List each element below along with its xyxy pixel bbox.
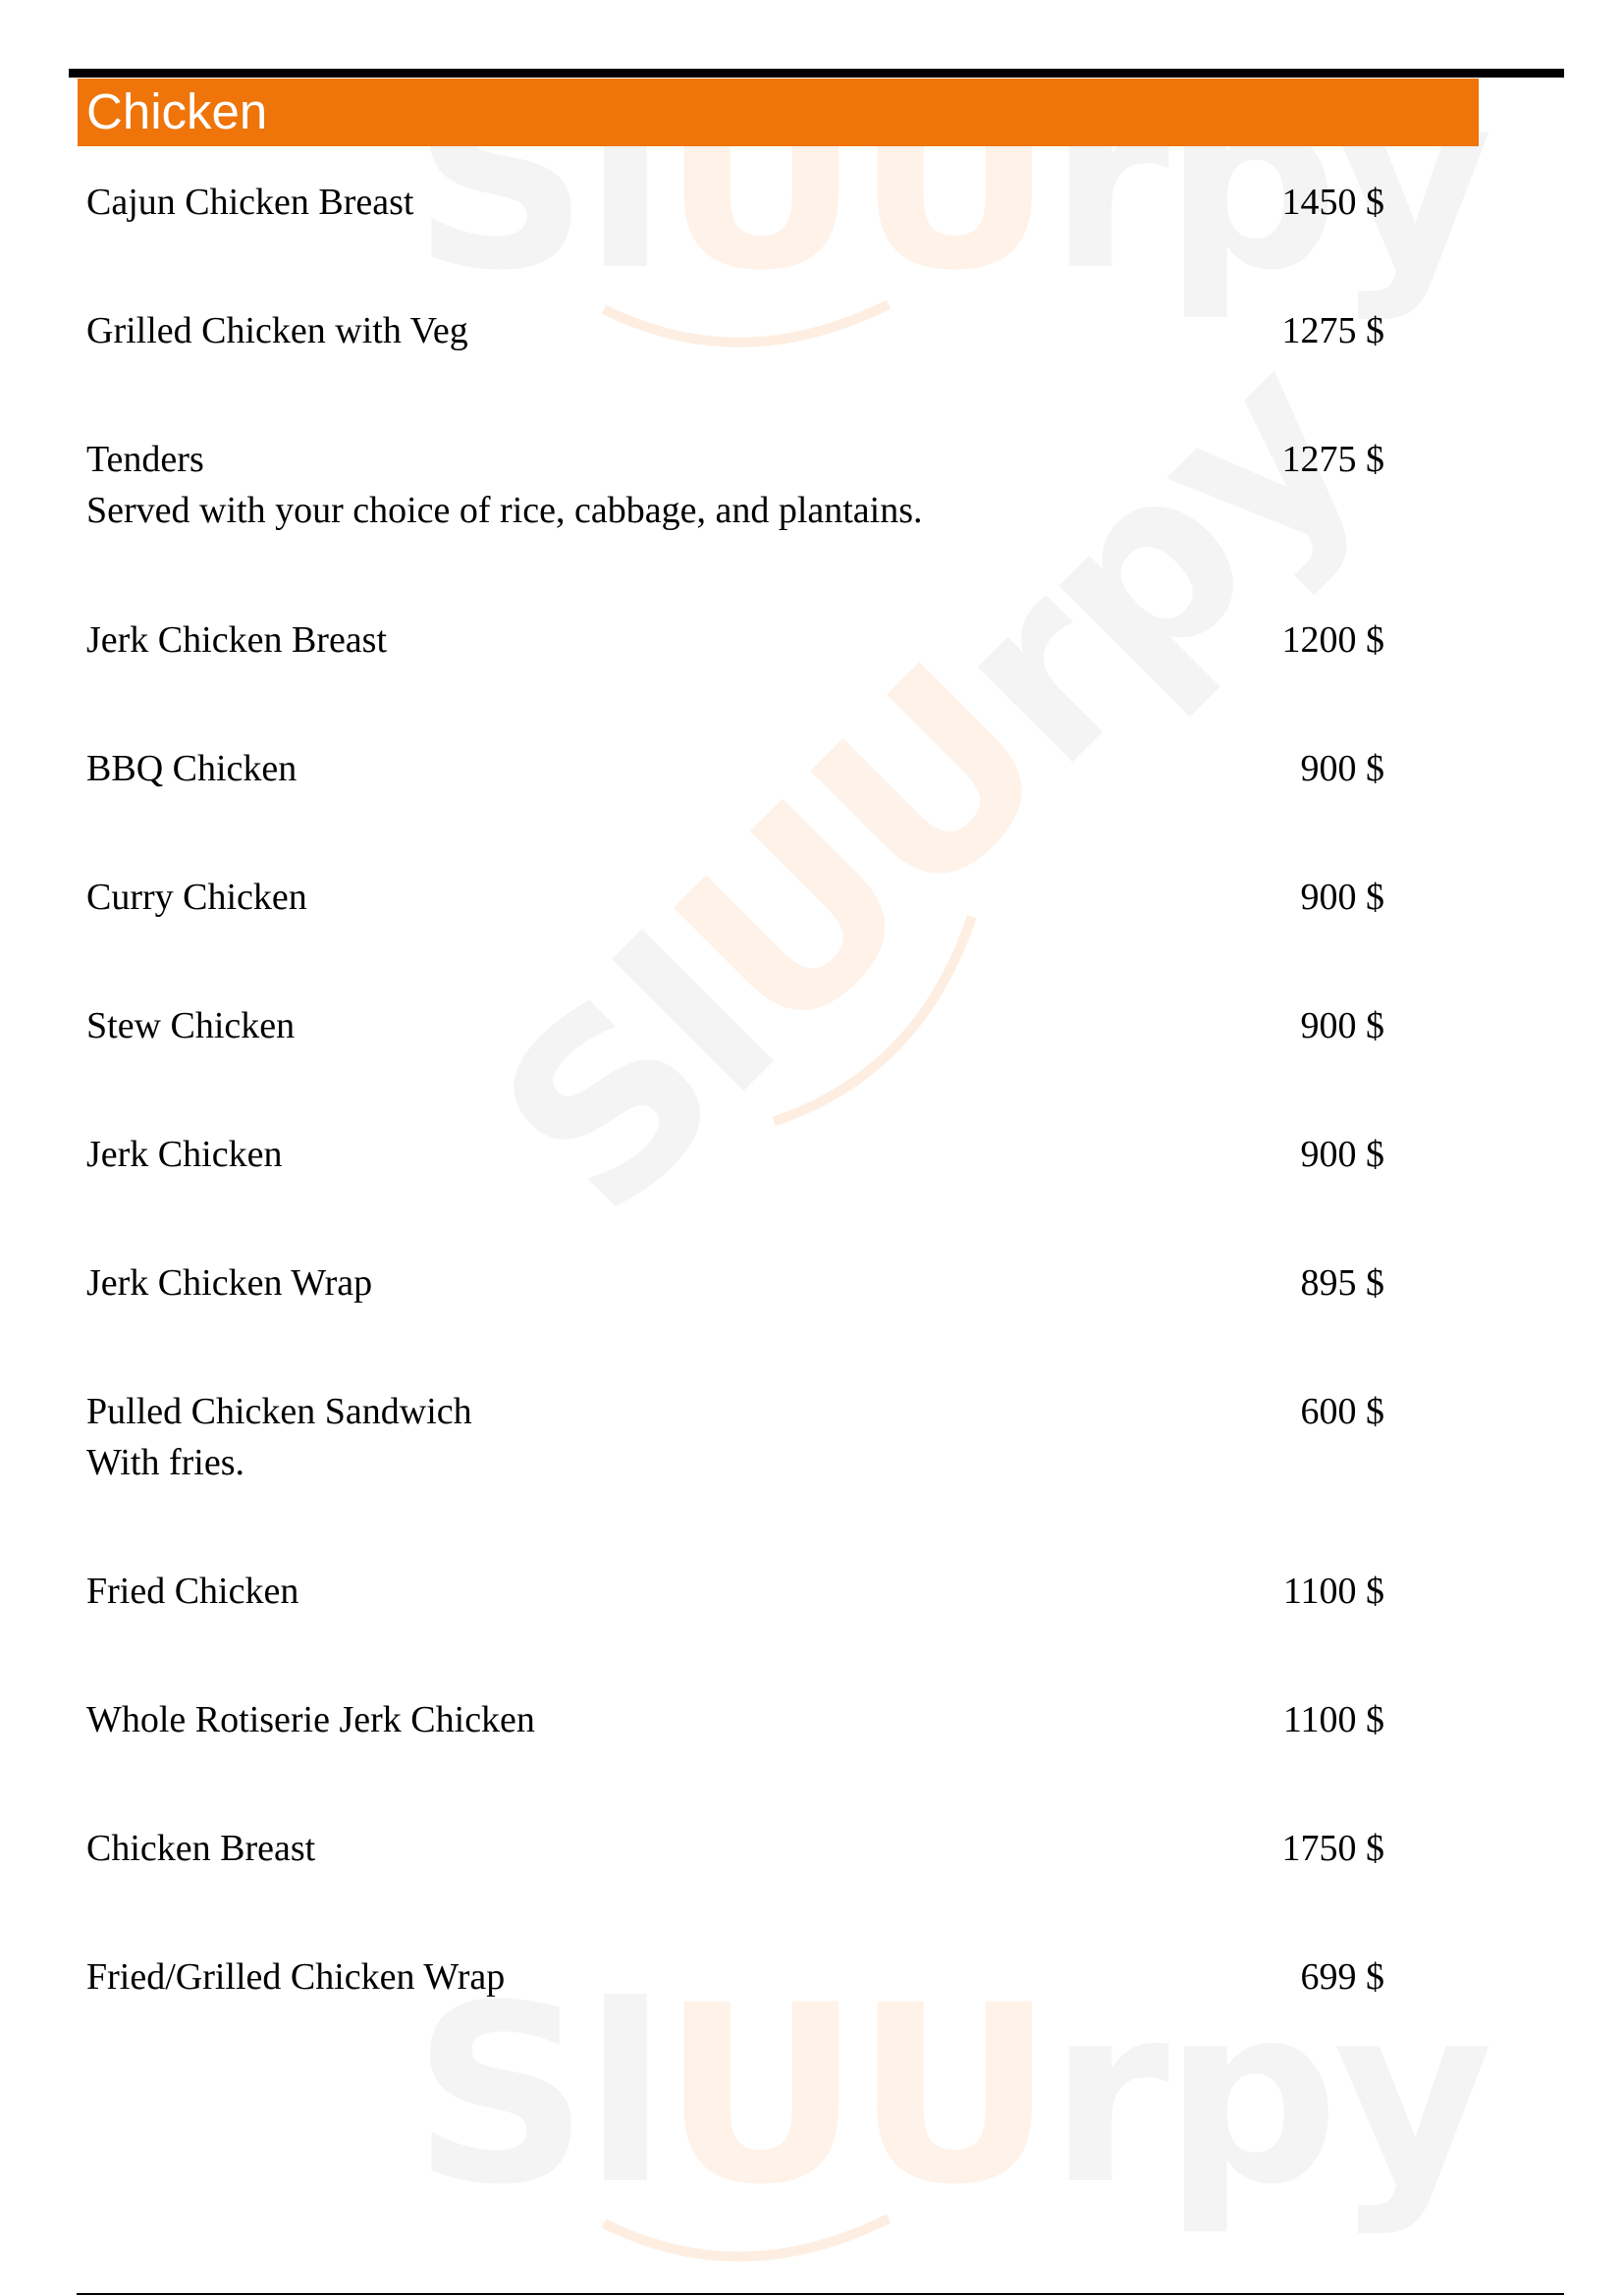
item-price: 1200 $: [1281, 619, 1384, 661]
menu-item: [86, 872, 1384, 923]
bottom-rule: [77, 2293, 1564, 2295]
item-price: 699 $: [1300, 1956, 1384, 1998]
item-price: 895 $: [1300, 1262, 1384, 1304]
menu-item: [86, 743, 1384, 794]
item-name: Fried Chicken: [86, 1571, 299, 1612]
item-name: Pulled Chicken Sandwich: [86, 1391, 472, 1432]
item-name: Stew Chicken: [86, 1005, 296, 1046]
item-price: 1275 $: [1281, 310, 1384, 351]
item-name: Grilled Chicken with Veg: [86, 310, 468, 351]
item-price: 900 $: [1300, 1134, 1384, 1175]
menu-item: [86, 177, 1384, 228]
watermark-text: UU: [623, 615, 1099, 1092]
section-title: Chicken: [86, 83, 268, 139]
menu-item: [86, 614, 1384, 666]
item-price: 1100 $: [1282, 1699, 1384, 1740]
item-price: 600 $: [1300, 1391, 1384, 1432]
item-price: 1100 $: [1282, 1571, 1384, 1612]
menu-item: [86, 1694, 1384, 1745]
item-description: Served with your choice of rice, cabbage, and plantains.: [86, 490, 923, 531]
menu-item: [86, 1257, 1384, 1308]
menu-item: [86, 305, 1384, 356]
item-name: Fried/Grilled Chicken Wrap: [86, 1956, 506, 1998]
menu-item: [86, 1951, 1384, 2002]
item-name: Chicken Breast: [86, 1828, 316, 1869]
menu-item: [86, 434, 1384, 536]
menu-item: [86, 1129, 1384, 1180]
item-name: Curry Chicken: [86, 877, 307, 918]
item-name: Whole Rotiserie Jerk Chicken: [86, 1699, 535, 1740]
item-name: Jerk Chicken: [86, 1134, 283, 1175]
item-price: 1750 $: [1281, 1828, 1384, 1869]
menu-item: [86, 1823, 1384, 1874]
item-name: BBQ Chicken: [86, 748, 298, 789]
watermark-text: UU: [661, 38, 1049, 324]
item-name: Cajun Chicken Breast: [86, 182, 414, 223]
item-name: Tenders: [86, 439, 204, 480]
menu-item: [86, 1566, 1384, 1617]
menu-item: [86, 1000, 1384, 1051]
menu-item: [86, 1386, 1384, 1488]
item-price: 1275 $: [1281, 439, 1384, 480]
item-price: 900 $: [1300, 1005, 1384, 1046]
item-price: 900 $: [1300, 748, 1384, 789]
watermark-text: UU: [661, 1952, 1049, 2238]
item-name: Jerk Chicken Breast: [86, 619, 388, 661]
item-price: 1450 $: [1281, 182, 1384, 223]
item-description: With fries.: [86, 1442, 244, 1483]
item-name: Jerk Chicken Wrap: [86, 1262, 373, 1304]
item-price: 900 $: [1300, 877, 1384, 918]
